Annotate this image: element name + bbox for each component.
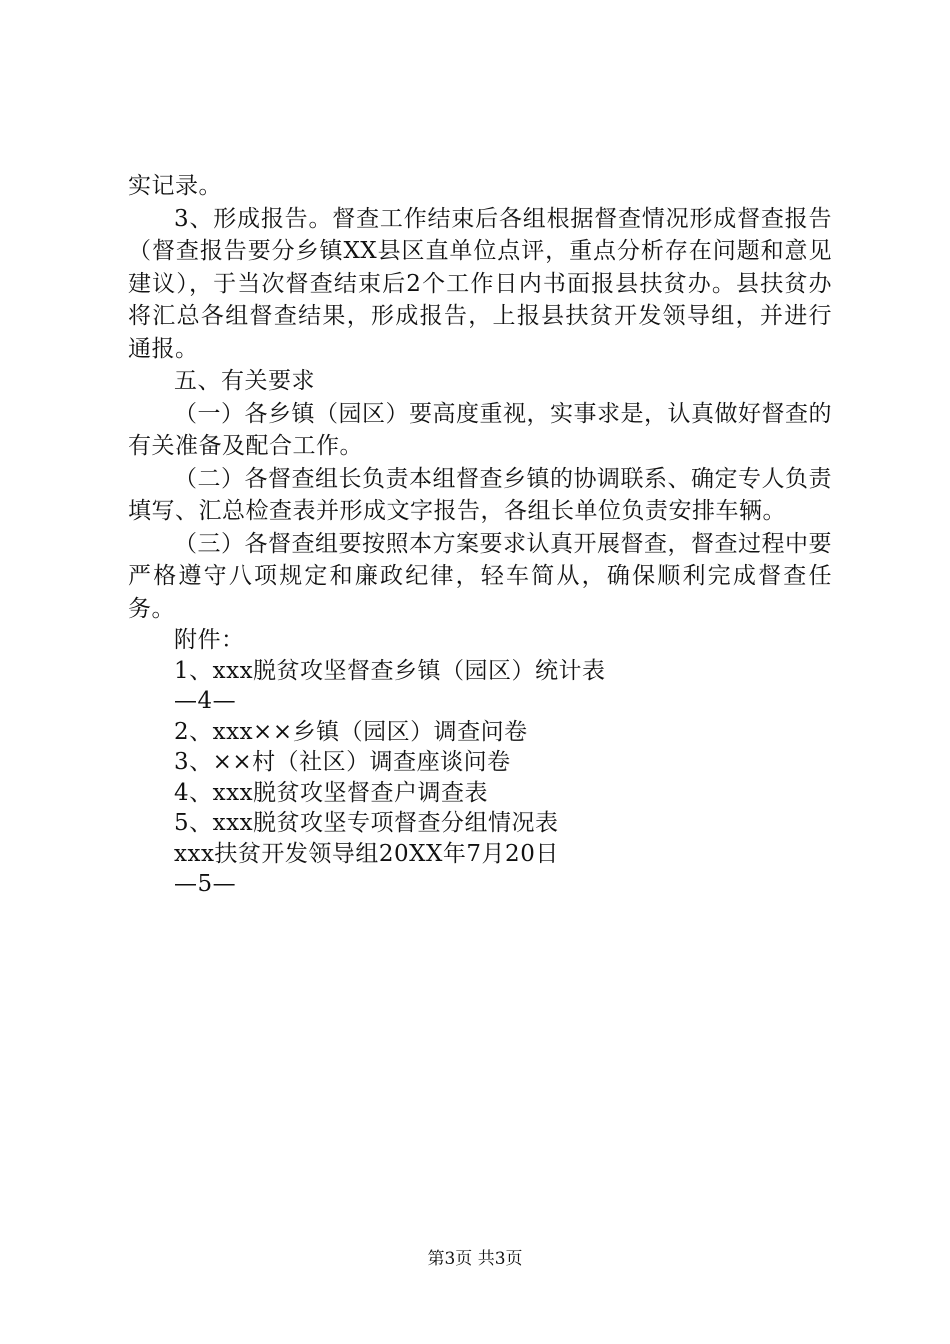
attachment-item: 3、××村（社区）调查座谈问卷: [174, 749, 511, 775]
document-body: [128, 170, 832, 900]
signature-date-line: xxx扶贫开发领导组20XX年7月20日: [174, 840, 559, 867]
attachment-item: 5、xxx脱贫攻坚专项督查分组情况表: [174, 810, 559, 836]
attachments-heading: 附件：: [174, 627, 245, 653]
paragraph-form-report: 3、形成报告。督查工作结束后各组根据督查情况形成督查报告（督查报告要分乡镇XX县区直单位点评，重点分析存在问题和意见建议），于当次督查结束后2个工作日内书面报县扶贫办。县扶贫办将汇总各组督查结果，形成报告，上报县扶贫开发领导组，并进行通报。: [128, 205, 832, 362]
attachment-item: 1、xxx脱贫攻坚督查乡镇（园区）统计表: [174, 657, 606, 684]
page-footer: 第3页 共3页: [427, 1249, 523, 1269]
page-marker: —4—: [174, 688, 237, 714]
section-heading-requirements: 五、有关要求: [174, 368, 315, 394]
page-marker: —5—: [174, 871, 237, 897]
attachment-item: 4、xxx脱贫攻坚督查户调查表: [174, 779, 489, 806]
paragraph-requirement-3: （三）各督查组要按照本方案要求认真开展督查，督查过程中要严格遵守八项规定和廉政纪律，轻车简从，确保顺利完成督查任务。: [128, 530, 832, 622]
paragraph-requirement-1: （一）各乡镇（园区）要高度重视，实事求是，认真做好督查的有关准备及配合工作。: [128, 400, 832, 459]
paragraph-continuation: 实记录。: [128, 173, 222, 199]
attachment-item: 2、xxx××乡镇（园区）调查问卷: [174, 718, 528, 745]
paragraph-requirement-2: （二）各督查组长负责本组督查乡镇的协调联系、确定专人负责填写、汇总检查表并形成文字报告，各组长单位负责安排车辆。: [128, 465, 832, 524]
